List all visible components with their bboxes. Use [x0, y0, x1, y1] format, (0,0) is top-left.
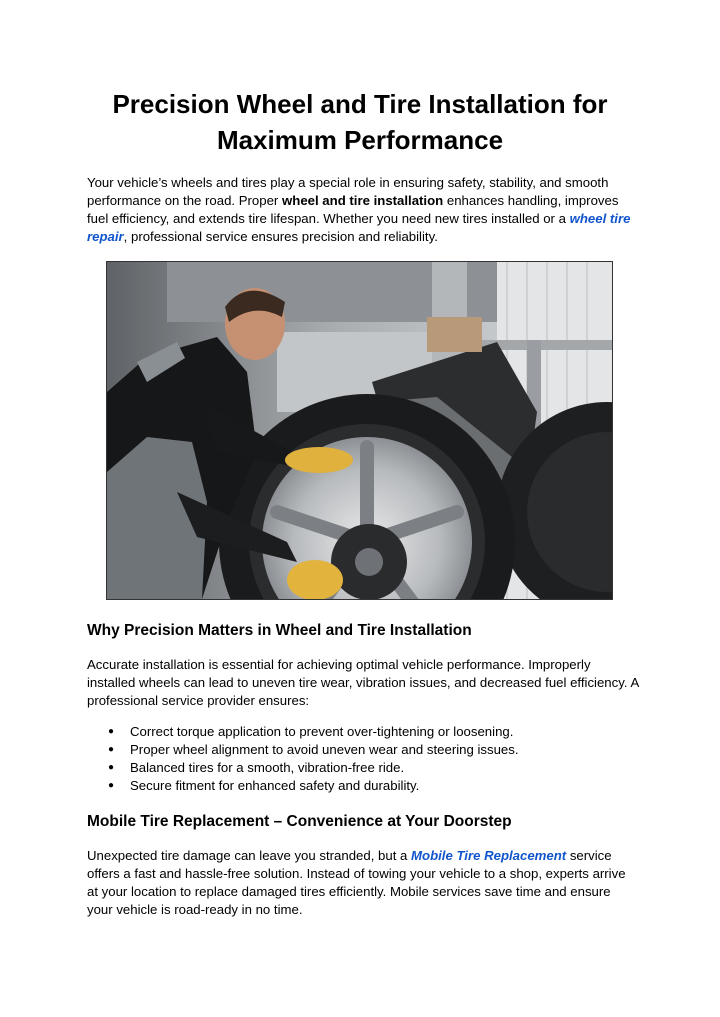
intro-text-3: , professional service ensures precision and reliability.	[123, 229, 438, 244]
intro-text-1: Your vehicle’s wheels and tires play a special role in ensuring safety, stability, and smooth performance on the road. Proper	[87, 175, 609, 208]
list-item: ● Correct torque application to prevent over-tightening or loosening.	[87, 723, 519, 741]
section-heading-precision: Why Precision Matters in Wheel and Tire Installation	[87, 622, 472, 639]
mobile-text-2: service offers a fast and hassle-free solution. Instead of towing your vehicle to a shop, experts arrive at your location to replace damaged tires efficiently. Mobile services save time and ensure your vehicle is road-ready in no time.	[87, 848, 626, 917]
intro-paragraph	[87, 174, 639, 246]
mobile-text-1: Unexpected tire damage can leave you stranded, but a	[87, 848, 412, 863]
mechanic-installing-tire-photo	[106, 261, 613, 600]
list-item: ● Secure fitment for enhanced safety and durability.	[87, 777, 519, 795]
list-item: ● Proper wheel alignment to avoid uneven wear and steering issues.	[87, 741, 519, 759]
intro-bold-phrase: wheel and tire installation	[282, 193, 444, 208]
precision-bullet-list	[87, 723, 519, 795]
intro-text-2: enhances handling, improves fuel efficiency, and extends tire lifespan. Whether you need new tires installed or a	[87, 193, 619, 226]
list-item: ● Balanced tires for a smooth, vibration-free ride.	[87, 759, 519, 777]
precision-paragraph: Accurate installation is essential for achieving optimal vehicle performance. Improperly installed wheels can lead to uneven tire wear, vibration issues, and decreased fuel efficiency. A professional service provider ensures:	[87, 657, 639, 708]
mobile-tire-replacement-link[interactable]: Mobile Tire Replacement	[411, 848, 567, 863]
page-title: Precision Wheel and Tire Installation for Maximum Performance	[112, 89, 608, 155]
section-heading-mobile: Mobile Tire Replacement – Convenience at Your Doorstep	[87, 813, 512, 830]
mobile-paragraph	[87, 847, 639, 919]
wheel-tire-repair-link[interactable]: wheel tire repair	[87, 211, 631, 244]
